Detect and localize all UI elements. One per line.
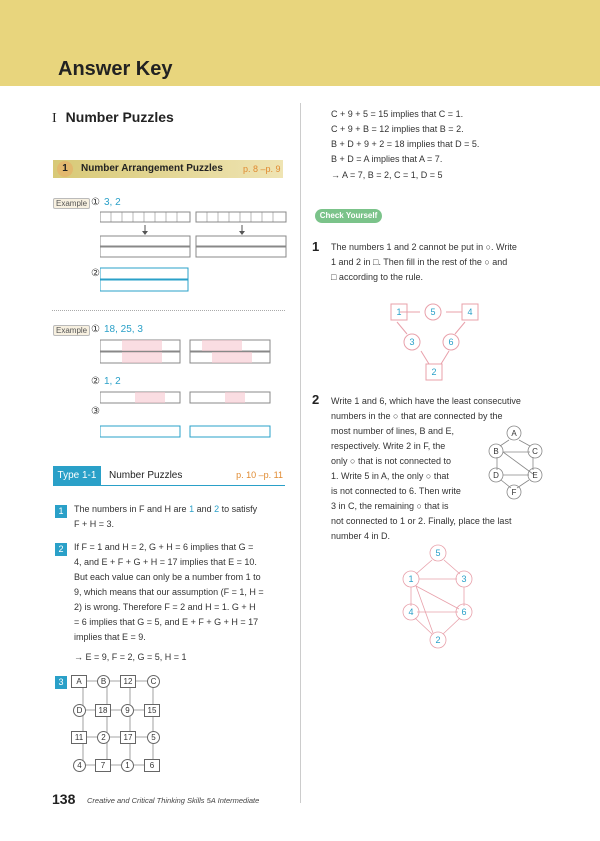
q1-text-pre: The numbers in F and H are (74, 504, 190, 514)
type-tag: Type 1-1 (53, 466, 101, 485)
page-title: Answer Key (58, 58, 173, 80)
cy1-node-1: 1 (396, 307, 402, 317)
ex2-answer-3-grid (100, 425, 280, 439)
part-number: 1 (57, 161, 73, 177)
q3-cell: C (147, 675, 160, 688)
ex1-circle-1: ① (91, 197, 100, 208)
cy2-line: is not connected to 6. Then write (331, 486, 461, 496)
cy2-line: number 4 in D. (331, 531, 391, 541)
part-pages: p. 8 –p. 9 (243, 164, 281, 174)
ex2-answer-2-grid (100, 391, 280, 405)
right-top-line: B + D + 9 + 2 = 18 implies that D = 5. (331, 139, 480, 149)
q2-line: = 6 implies that G = 5, and E + F + G + H = 17 (74, 617, 259, 627)
ex2-grids (100, 338, 280, 368)
cy1-node-2: 2 (431, 367, 437, 377)
q2-line: If F = 1 and H = 2, G + H = 6 implies that G = (74, 542, 254, 552)
cy1-line: □ according to the rule. (331, 272, 423, 282)
divider (52, 310, 285, 311)
type-pages: p. 10 –p. 11 (236, 470, 283, 480)
q3-cell: 12 (120, 675, 136, 688)
ex1-circle-2: ② (91, 268, 100, 279)
question-number-2: 2 (55, 543, 67, 556)
ex1-answer-1: 3, 2 (104, 197, 121, 208)
cy1-node-3: 3 (409, 337, 415, 347)
cy-question-number-1: 1 (312, 239, 320, 254)
section-title-text: Number Puzzles (65, 109, 174, 125)
ex2-circle-2: ② (91, 376, 100, 387)
ex2-answer-2: 1, 2 (104, 376, 121, 387)
cy2-node-6: 6 (461, 607, 467, 617)
cy2-letter-a: A (511, 429, 517, 438)
cy2-line: respectively. Write 2 in F, the (331, 441, 446, 451)
q3-cell: 11 (71, 731, 87, 744)
cy2-node-1: 1 (408, 574, 414, 584)
q3-cell: 2 (97, 731, 110, 744)
q3-cell: 5 (147, 731, 160, 744)
type-heading (53, 466, 285, 486)
ex2-answer-1: 18, 25, 3 (104, 324, 143, 335)
q2-text (74, 540, 289, 645)
cy2-node-5: 5 (435, 548, 441, 558)
cy2-letter-f: F (511, 488, 517, 497)
cy1-node-4: 4 (467, 307, 473, 317)
right-top-line: B + D = A implies that A = 7. (331, 154, 443, 164)
q2-answer: → E = 9, F = 2, G = 5, H = 1 (74, 652, 187, 662)
cy2-letter-b: B (493, 447, 499, 456)
cy1-line: The numbers 1 and 2 cannot be put in ○. Write (331, 242, 517, 252)
cy1-line: 1 and 2 in □. Then fill in the rest of the ○ and (331, 257, 508, 267)
q1-text-mid: and (194, 504, 215, 514)
cy2-line: 3 in C, the remaining ○ that is (331, 501, 449, 511)
q3-cell: 6 (144, 759, 160, 772)
cy-question-number-2: 2 (312, 392, 320, 407)
ex1-answer-2-grid (100, 267, 200, 293)
cy2-line: numbers in the ○ that are connected by the (331, 411, 503, 421)
cy2-letter-d: D (493, 471, 499, 480)
ex2-circle-3: ③ (91, 406, 100, 417)
column-divider (300, 103, 301, 803)
q2-line: 4, and E + F + G + H = 17 implies that E = 10. (74, 557, 257, 567)
q1-text (74, 502, 289, 532)
right-top-line: C + 9 + 5 = 15 implies that C = 1. (331, 109, 464, 119)
cy2-letter-c: C (532, 447, 538, 456)
q3-cell: 18 (95, 704, 111, 717)
cy1-diagram (385, 300, 485, 382)
q1-value-1: 1 (189, 504, 195, 514)
q3-cell: A (71, 675, 87, 688)
cy2-node-2: 2 (435, 635, 441, 645)
cy2-letter-diagram (485, 424, 545, 500)
q3-cell: 4 (73, 759, 86, 772)
cy1-node-6: 6 (448, 337, 454, 347)
q3-cell: 17 (120, 731, 136, 744)
q2-line: 9, which means that our assumption (F = 1, H = (74, 587, 264, 597)
cy2-line: Write 1 and 6, which have the least consecutive (331, 396, 521, 406)
cy2-line: most number of lines, B and E, (331, 426, 455, 436)
check-yourself-label: Check Yourself (315, 209, 382, 223)
question-number-3: 3 (55, 676, 67, 689)
q3-cell: 15 (144, 704, 160, 717)
cy2-letter-e: E (532, 471, 538, 480)
cy2-answer-diagram (398, 542, 478, 652)
section-title (52, 109, 174, 127)
right-top-line: C + 9 + B = 12 implies that B = 2. (331, 124, 464, 134)
cy2-node-4: 4 (408, 607, 414, 617)
cy2-line: only ○ that is not connected to (331, 456, 452, 466)
part-title: Number Arrangement Puzzles (81, 163, 223, 174)
cy1-node-5: 5 (430, 307, 436, 317)
page-number: 138 (52, 791, 76, 807)
q2-line: But each value can only be a number from 1 to (74, 572, 261, 582)
q3-cell: B (97, 675, 110, 688)
cy1-text (331, 240, 546, 285)
example-tag-2: Example (53, 325, 90, 336)
right-top-answer: → A = 7, B = 2, C = 1, D = 5 (331, 170, 443, 180)
book-title: Creative and Critical Thinking Skills 5A Intermediate (87, 796, 260, 805)
q3-cell: D (73, 704, 86, 717)
question-number-1: 1 (55, 505, 67, 518)
q3-cell: 9 (121, 704, 134, 717)
q2-line: implies that E = 9. (74, 632, 146, 642)
q3-cell: 1 (121, 759, 134, 772)
cy2-line: not connected to 1 or 2. Finally, place the last (331, 516, 512, 526)
q1-value-2: 2 (214, 504, 220, 514)
cy2-node-3: 3 (461, 574, 467, 584)
q2-line: 2) is wrong. Therefore F = 2 and H = 1. G + H (74, 602, 256, 612)
q1-line-2: F + H = 3. (74, 519, 115, 529)
section-roman: I (52, 111, 57, 126)
ex2-circle-1: ① (91, 324, 100, 335)
q3-cell: 7 (95, 759, 111, 772)
cy2-line: 1. Write 5 in A, the only ○ that (331, 471, 449, 481)
type-label: Number Puzzles (109, 470, 183, 481)
example-tag: Example (53, 198, 90, 209)
right-top-text (331, 107, 546, 167)
q1-text-post: to satisfy (219, 504, 258, 514)
